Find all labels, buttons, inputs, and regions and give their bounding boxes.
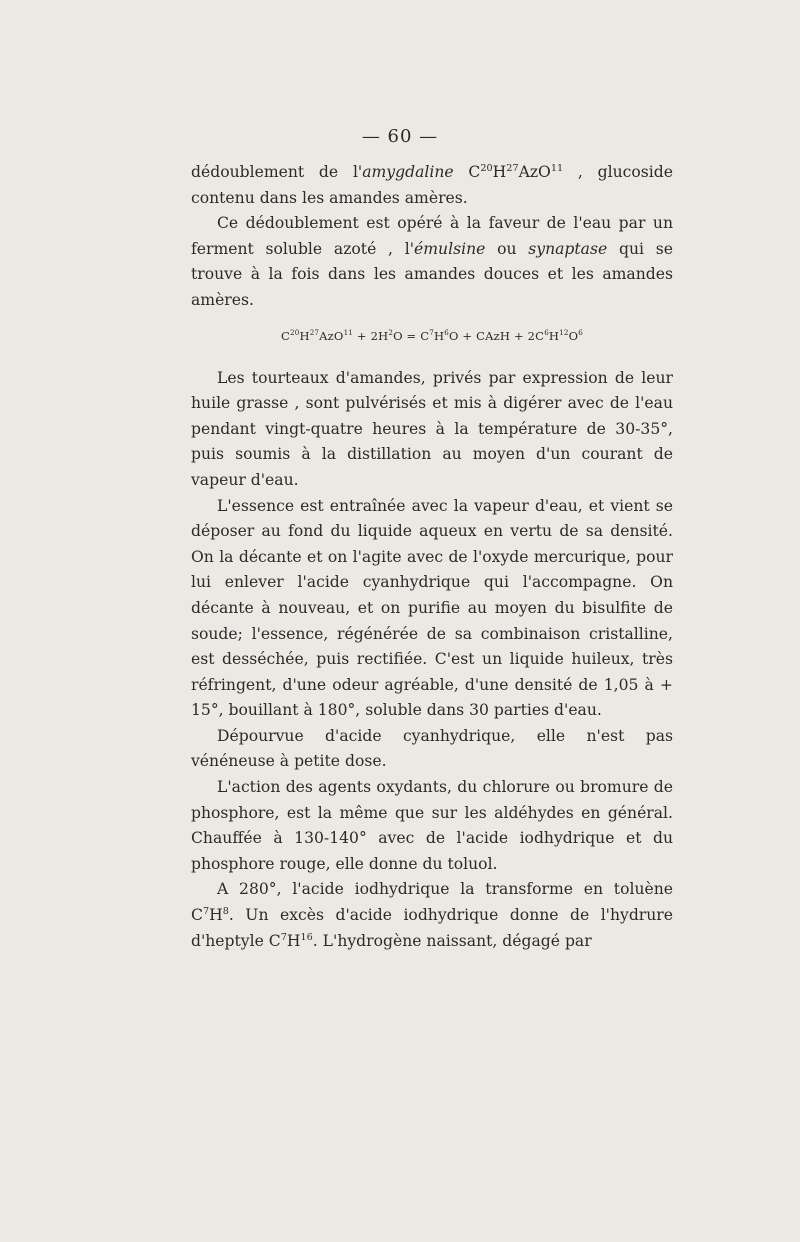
italic-term: amygdaline — [362, 163, 454, 181]
superscript: 16 — [300, 931, 313, 943]
paragraph — [191, 160, 673, 211]
text-run: Dépourvue d'acide cyanhydrique, elle n'est pas vénéneuse à petite dose. — [191, 726, 673, 771]
superscript: 6 — [444, 327, 449, 337]
text-run: AzO — [319, 328, 344, 343]
page-number: — 60 — — [361, 126, 439, 147]
text-run: , glucoside contenu dans les amandes amères. — [191, 163, 673, 207]
text-run: dédoublement de l' — [191, 163, 363, 181]
superscript: 6 — [578, 327, 583, 337]
text-run: O = C — [393, 328, 430, 343]
superscript: 27 — [309, 327, 320, 337]
superscript: 7 — [202, 905, 210, 917]
superscript: 20 — [480, 162, 493, 174]
text-run: O + CAzH + 2C — [448, 328, 545, 343]
superscript: 7 — [280, 931, 287, 943]
text-run: A 280°, l'acide iodhydrique la transforme en toluène C — [191, 880, 673, 925]
superscript: 20 — [289, 327, 300, 337]
text-run: C — [453, 163, 481, 181]
text-run: O — [568, 328, 579, 343]
text-run: H — [286, 931, 301, 950]
text-run: . L'hydrogène naissant, dégagé par — [312, 931, 592, 950]
text-run: . Un excès d'acide iodhydrique donne de l'hydrure d'heptyle C — [191, 906, 673, 950]
text-run: + 2H — [353, 328, 389, 343]
superscript: 2 — [388, 327, 394, 337]
superscript: 27 — [506, 162, 519, 174]
text-run: Les tourteaux d'amandes, privés par expression de leur huile grasse , sont pulvérisés et mis à digérer avec de l'eau pendant vingt-quatre heures à la température de 30-35°, puis soumis à la distillation au moyen d'un courant de vapeur d'eau. — [191, 368, 673, 489]
superscript: 12 — [559, 327, 569, 337]
text-run: L'essence est entraînée avec la vapeur d'eau, et vient se déposer au fond du liquide aqueux en vertu de sa densité. On la décante et on l'agite avec de l'oxyde mercurique, pour lui enlever l'acide cyanhydrique qui l'accompagne. On décante à nouveau, et on purifie au moyen du bisulfite de soude; l'essence, régénérée de sa combinaison cristalline, est desséchée, puis rectifiée. C'est un liquide huileux, très réfringent, d'une odeur agréable, d'une densité de 1,05 à + 15°, bouillant à 180°, soluble dans 30 parties d'eau. — [191, 496, 673, 720]
chemical-formula — [191, 326, 673, 346]
paragraph — [191, 724, 673, 775]
text-run: L'action des agents oxydants, du chlorure ou bromure de phosphore, est la même que sur les aldéhydes en général. Chauffée à 130-140° avec de l'acide iodhydrique et du phosphore rouge, elle donne du toluol. — [191, 778, 673, 873]
text-run: AzO — [518, 163, 551, 181]
text-run: C — [280, 328, 290, 343]
text-run: H — [492, 163, 507, 181]
text-run: H — [433, 328, 445, 343]
text-run: Ce dédoublement est opéré à la faveur de l'eau par un ferment soluble azoté , l' — [191, 214, 673, 258]
text-run: qui se trouve à la fois dans les amandes douces et les amandes amères. — [191, 239, 673, 309]
text-run: ou — [485, 239, 529, 258]
superscript: 11 — [550, 162, 564, 174]
superscript: 11 — [343, 327, 354, 337]
paragraph — [191, 775, 673, 877]
superscript: 6 — [544, 327, 549, 337]
italic-term: émulsine — [414, 239, 486, 258]
paragraph — [191, 494, 673, 724]
superscript: 7 — [429, 327, 434, 337]
paragraph — [191, 877, 673, 954]
italic-term: synaptase — [528, 239, 608, 258]
paragraph — [191, 211, 673, 313]
text-run: H — [209, 906, 223, 925]
text-run: H — [548, 328, 560, 343]
paragraph — [191, 366, 673, 494]
superscript: 8 — [222, 905, 229, 917]
body-text — [191, 160, 673, 954]
text-run: H — [299, 328, 310, 343]
